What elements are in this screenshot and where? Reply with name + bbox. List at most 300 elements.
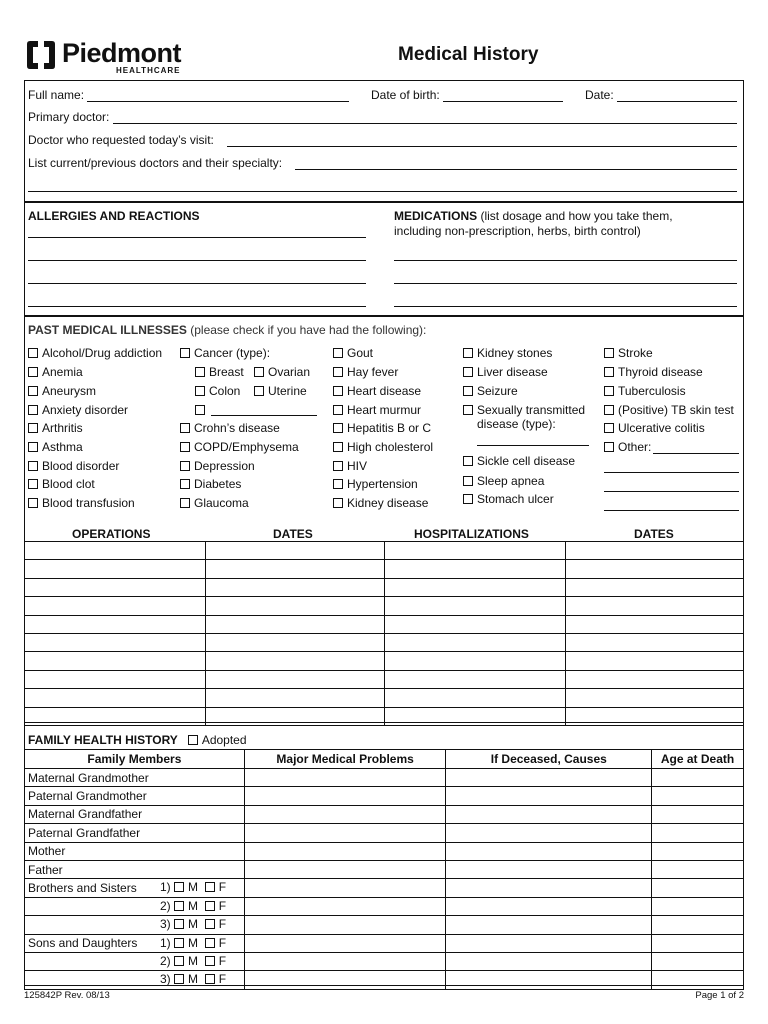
illness-label: High cholesterol bbox=[347, 440, 434, 454]
illness-item-std[interactable] bbox=[463, 403, 585, 417]
op-cell[interactable] bbox=[25, 542, 206, 560]
illness-item[interactable] bbox=[180, 477, 241, 491]
form-number: 125842P Rev. 08/13 bbox=[24, 990, 110, 1001]
piedmont-logo-mark-icon bbox=[24, 38, 58, 72]
doctor-requested-label: Doctor who requested today’s visit: bbox=[28, 133, 214, 147]
checkbox[interactable] bbox=[333, 386, 343, 396]
age-cell[interactable] bbox=[652, 879, 744, 897]
sex-options bbox=[160, 954, 226, 968]
checkbox[interactable] bbox=[604, 423, 614, 433]
illness-item[interactable] bbox=[463, 492, 554, 506]
illness-item[interactable] bbox=[180, 421, 280, 435]
causes-cell[interactable] bbox=[446, 897, 652, 915]
checkbox[interactable] bbox=[180, 461, 190, 471]
hospitalizations-header: HOSPITALIZATIONS bbox=[414, 527, 529, 541]
family-row-sibling bbox=[25, 916, 744, 934]
row-number: 3) bbox=[160, 917, 171, 932]
hosp-date-cell[interactable] bbox=[566, 615, 744, 633]
checkbox[interactable] bbox=[463, 494, 473, 504]
illness-label: Blood clot bbox=[42, 477, 95, 491]
row-number: 3) bbox=[160, 972, 171, 987]
illness-item[interactable] bbox=[463, 384, 518, 398]
illness-item-other[interactable] bbox=[604, 440, 651, 454]
checkbox[interactable] bbox=[28, 386, 38, 396]
age-cell[interactable] bbox=[652, 916, 744, 934]
illness-item[interactable] bbox=[28, 403, 128, 417]
illness-item[interactable] bbox=[333, 346, 373, 360]
checkbox[interactable] bbox=[28, 461, 38, 471]
section-divider bbox=[25, 201, 743, 203]
problems-cell[interactable] bbox=[244, 787, 446, 805]
problems-cell[interactable] bbox=[244, 769, 446, 787]
age-cell[interactable] bbox=[652, 934, 744, 952]
illness-label: Heart murmur bbox=[347, 403, 422, 417]
illness-label: Ulcerative colitis bbox=[618, 421, 705, 435]
causes-cell[interactable] bbox=[446, 934, 652, 952]
illness-label: Alcohol/Drug addiction bbox=[42, 346, 163, 360]
causes-cell[interactable] bbox=[446, 971, 652, 989]
checkbox[interactable] bbox=[28, 498, 38, 508]
causes-cell[interactable] bbox=[446, 805, 652, 823]
female-label: F bbox=[218, 917, 227, 932]
male-checkbox[interactable] bbox=[174, 956, 184, 966]
medication-line[interactable] bbox=[394, 306, 737, 307]
hosp-date-cell[interactable] bbox=[566, 652, 744, 670]
male-checkbox[interactable] bbox=[174, 919, 184, 929]
hosp-cell[interactable] bbox=[385, 670, 566, 688]
illness-item[interactable] bbox=[463, 454, 575, 468]
doctor-requested-field[interactable] bbox=[227, 146, 737, 147]
checkbox[interactable] bbox=[333, 348, 343, 358]
female-checkbox[interactable] bbox=[205, 882, 215, 892]
illness-item[interactable] bbox=[28, 384, 96, 398]
checkbox[interactable] bbox=[28, 423, 38, 433]
member-label: Maternal Grandfather bbox=[25, 805, 245, 823]
illness-item[interactable] bbox=[604, 346, 653, 360]
illness-item[interactable] bbox=[333, 421, 431, 435]
op-cell[interactable] bbox=[25, 578, 206, 596]
illness-label: Kidney stones bbox=[477, 346, 553, 360]
op-cell[interactable] bbox=[25, 670, 206, 688]
problems-cell[interactable] bbox=[244, 824, 446, 842]
family-row-child bbox=[25, 952, 744, 970]
hosp-cell[interactable] bbox=[385, 560, 566, 578]
checkbox[interactable] bbox=[604, 442, 614, 452]
medication-line[interactable] bbox=[394, 283, 737, 284]
problems-cell[interactable] bbox=[244, 879, 446, 897]
page-title: Medical History bbox=[398, 44, 539, 65]
illness-item[interactable] bbox=[463, 346, 552, 360]
problems-cell[interactable] bbox=[244, 916, 446, 934]
illness-label: Colon bbox=[209, 384, 241, 398]
family-row bbox=[25, 824, 744, 842]
problems-cell[interactable] bbox=[244, 934, 446, 952]
illness-label: Anxiety disorder bbox=[42, 403, 129, 417]
illness-label: Tuberculosis bbox=[618, 384, 686, 398]
illness-item[interactable] bbox=[604, 384, 686, 398]
problems-cell[interactable] bbox=[244, 805, 446, 823]
male-label: M bbox=[188, 917, 199, 932]
table-row bbox=[25, 560, 744, 578]
illness-item-ovarian[interactable] bbox=[254, 365, 310, 379]
illness-label: Seizure bbox=[477, 384, 518, 398]
op-date-cell[interactable] bbox=[205, 578, 385, 596]
checkbox[interactable] bbox=[604, 386, 614, 396]
female-label: F bbox=[218, 935, 227, 950]
children-label: Sons and Daughters bbox=[28, 936, 138, 951]
child-cell bbox=[25, 934, 245, 952]
checkbox[interactable] bbox=[463, 456, 473, 466]
op-cell[interactable] bbox=[25, 652, 206, 670]
illness-item[interactable] bbox=[180, 496, 249, 510]
illness-item[interactable] bbox=[333, 477, 418, 491]
op-cell[interactable] bbox=[25, 560, 206, 578]
list-doctors-field-2[interactable] bbox=[28, 191, 737, 192]
family-heading bbox=[28, 733, 247, 747]
family-members-header: Family Members bbox=[25, 750, 245, 769]
checkbox[interactable] bbox=[333, 461, 343, 471]
op-date-cell[interactable] bbox=[205, 597, 385, 615]
illness-item[interactable] bbox=[28, 346, 162, 360]
std-type-field[interactable] bbox=[477, 445, 589, 446]
checkbox[interactable] bbox=[463, 386, 473, 396]
other-field-4[interactable] bbox=[604, 510, 739, 511]
sex-options bbox=[160, 936, 226, 950]
list-doctors-field[interactable] bbox=[295, 169, 737, 170]
age-at-death-header: Age at Death bbox=[652, 750, 744, 769]
checkbox[interactable] bbox=[604, 405, 614, 415]
illness-item-colon[interactable] bbox=[195, 384, 240, 398]
sex-options bbox=[160, 899, 226, 913]
primary-doctor-field[interactable] bbox=[113, 123, 737, 124]
causes-cell[interactable] bbox=[446, 787, 652, 805]
female-checkbox[interactable] bbox=[205, 901, 215, 911]
row-number: 1) bbox=[160, 935, 171, 950]
age-cell[interactable] bbox=[652, 787, 744, 805]
table-row bbox=[25, 670, 744, 688]
illness-label: Hay fever bbox=[347, 365, 399, 379]
female-checkbox[interactable] bbox=[205, 956, 215, 966]
illness-label: Sexually transmitted bbox=[477, 403, 586, 417]
illness-item[interactable] bbox=[604, 403, 734, 417]
sibling-cell bbox=[25, 916, 245, 934]
checkbox[interactable] bbox=[463, 476, 473, 486]
female-checkbox[interactable] bbox=[205, 919, 215, 929]
table-row bbox=[25, 597, 744, 615]
hosp-date-cell[interactable] bbox=[566, 689, 744, 707]
illness-item-breast[interactable] bbox=[195, 365, 244, 379]
illness-item-cancer-other[interactable] bbox=[195, 403, 209, 417]
hosp-date-cell[interactable] bbox=[566, 670, 744, 688]
illness-label: Crohn’s disease bbox=[194, 421, 280, 435]
table-row bbox=[25, 652, 744, 670]
dob-label: Date of birth: bbox=[371, 88, 440, 102]
checkbox[interactable] bbox=[195, 367, 205, 377]
dob-field[interactable] bbox=[443, 101, 563, 102]
hosp-date-cell[interactable] bbox=[566, 578, 744, 596]
operations-header: OPERATIONS bbox=[72, 527, 151, 541]
list-doctors-label: List current/previous doctors and their specialty: bbox=[28, 156, 283, 170]
illness-item[interactable] bbox=[604, 365, 703, 379]
illness-item[interactable] bbox=[28, 459, 119, 473]
checkbox[interactable] bbox=[254, 386, 264, 396]
problems-cell[interactable] bbox=[244, 842, 446, 860]
logo-subtitle: HEALTHCARE bbox=[116, 66, 181, 75]
op-date-cell[interactable] bbox=[205, 560, 385, 578]
illness-item-uterine[interactable] bbox=[254, 384, 307, 398]
cancer-other-field[interactable] bbox=[211, 415, 317, 416]
illnesses-title: PAST MEDICAL ILLNESSES bbox=[28, 323, 187, 337]
causes-cell[interactable] bbox=[446, 879, 652, 897]
illness-label: Glaucoma bbox=[194, 496, 249, 510]
illness-label: Sickle cell disease bbox=[477, 454, 576, 468]
op-date-cell[interactable] bbox=[205, 615, 385, 633]
checkbox[interactable] bbox=[28, 442, 38, 452]
op-date-cell[interactable] bbox=[205, 689, 385, 707]
hosp-cell[interactable] bbox=[385, 615, 566, 633]
illness-label: Other: bbox=[618, 440, 652, 454]
adopted-label: Adopted bbox=[201, 733, 247, 747]
illness-item[interactable] bbox=[28, 440, 83, 454]
medications-note-1: (list dosage and how you take them, bbox=[477, 209, 673, 223]
checkbox[interactable] bbox=[28, 405, 38, 415]
illness-label: Blood disorder bbox=[42, 459, 120, 473]
illness-item[interactable] bbox=[333, 440, 433, 454]
problems-cell[interactable] bbox=[244, 952, 446, 970]
family-row-sibling bbox=[25, 879, 744, 897]
age-cell[interactable] bbox=[652, 971, 744, 989]
member-label: Paternal Grandmother bbox=[25, 787, 245, 805]
op-date-cell[interactable] bbox=[205, 542, 385, 560]
illness-item[interactable] bbox=[463, 474, 544, 488]
allergy-line[interactable] bbox=[28, 283, 366, 284]
checkbox[interactable] bbox=[180, 423, 190, 433]
other-field-3[interactable] bbox=[604, 491, 739, 492]
illnesses-note: (please check if you have had the following): bbox=[186, 323, 427, 337]
illness-label: Ovarian bbox=[268, 365, 311, 379]
female-label: F bbox=[218, 898, 227, 913]
male-checkbox[interactable] bbox=[174, 974, 184, 984]
illness-item[interactable] bbox=[28, 421, 83, 435]
checkbox[interactable] bbox=[463, 348, 473, 358]
sex-options bbox=[160, 917, 226, 931]
table-row bbox=[25, 689, 744, 707]
hosp-date-cell[interactable] bbox=[566, 560, 744, 578]
checkbox[interactable] bbox=[333, 423, 343, 433]
family-title: FAMILY HEALTH HISTORY bbox=[28, 733, 178, 747]
male-label: M bbox=[188, 953, 199, 968]
age-cell[interactable] bbox=[652, 769, 744, 787]
hosp-cell[interactable] bbox=[385, 578, 566, 596]
checkbox[interactable] bbox=[28, 348, 38, 358]
checkbox[interactable] bbox=[28, 479, 38, 489]
illness-item[interactable] bbox=[333, 496, 428, 510]
member-label: Mother bbox=[25, 842, 245, 860]
illness-label: Diabetes bbox=[194, 477, 242, 491]
illness-item[interactable] bbox=[333, 459, 367, 473]
female-checkbox[interactable] bbox=[205, 974, 215, 984]
age-cell[interactable] bbox=[652, 842, 744, 860]
illness-item[interactable] bbox=[333, 365, 398, 379]
sex-options bbox=[160, 972, 226, 986]
table-row bbox=[25, 633, 744, 651]
op-cell[interactable] bbox=[25, 615, 206, 633]
child-cell bbox=[25, 952, 245, 970]
op-dates-header: DATES bbox=[273, 527, 313, 541]
checkbox[interactable] bbox=[463, 405, 473, 415]
illness-item[interactable] bbox=[333, 403, 421, 417]
checkbox[interactable] bbox=[333, 405, 343, 415]
illness-label: Sleep apnea bbox=[477, 474, 545, 488]
date-label: Date: bbox=[585, 88, 614, 102]
female-label: F bbox=[218, 953, 227, 968]
illness-label: COPD/Emphysema bbox=[194, 440, 299, 454]
male-checkbox[interactable] bbox=[174, 938, 184, 948]
op-cell[interactable] bbox=[25, 597, 206, 615]
member-label: Father bbox=[25, 860, 245, 878]
hosp-cell[interactable] bbox=[385, 542, 566, 560]
other-field[interactable] bbox=[653, 453, 739, 454]
member-label: Maternal Grandmother bbox=[25, 769, 245, 787]
age-cell[interactable] bbox=[652, 952, 744, 970]
illness-label: Blood transfusion bbox=[42, 496, 135, 510]
age-cell[interactable] bbox=[652, 860, 744, 878]
std-label-2: disease (type): bbox=[477, 417, 556, 431]
member-label: Paternal Grandfather bbox=[25, 824, 245, 842]
hosp-cell[interactable] bbox=[385, 689, 566, 707]
allergies-title: ALLERGIES AND REACTIONS bbox=[28, 209, 200, 223]
illness-item[interactable] bbox=[28, 496, 135, 510]
checkbox[interactable] bbox=[463, 367, 473, 377]
problems-cell[interactable] bbox=[244, 971, 446, 989]
illness-item[interactable] bbox=[28, 477, 95, 491]
family-row bbox=[25, 860, 744, 878]
illness-label: Hepatitis B or C bbox=[347, 421, 432, 435]
causes-cell[interactable] bbox=[446, 842, 652, 860]
illness-item[interactable] bbox=[180, 440, 299, 454]
full-name-field[interactable] bbox=[87, 101, 349, 102]
medication-line[interactable] bbox=[394, 260, 737, 261]
hosp-date-cell[interactable] bbox=[566, 597, 744, 615]
siblings-label: Brothers and Sisters bbox=[28, 881, 137, 896]
hosp-date-cell[interactable] bbox=[566, 633, 744, 651]
adopted-checkbox[interactable] bbox=[188, 735, 198, 745]
date-field[interactable] bbox=[617, 101, 737, 102]
male-checkbox[interactable] bbox=[174, 901, 184, 911]
family-row bbox=[25, 842, 744, 860]
illness-label: Aneurysm bbox=[42, 384, 97, 398]
age-cell[interactable] bbox=[652, 897, 744, 915]
illness-item[interactable] bbox=[604, 421, 705, 435]
checkbox[interactable] bbox=[195, 386, 205, 396]
illness-label: (Positive) TB skin test bbox=[618, 403, 734, 417]
allergy-line[interactable] bbox=[28, 260, 366, 261]
checkbox[interactable] bbox=[604, 367, 614, 377]
allergy-line[interactable] bbox=[28, 237, 366, 238]
illness-label: Liver disease bbox=[477, 365, 548, 379]
male-checkbox[interactable] bbox=[174, 882, 184, 892]
checkbox[interactable] bbox=[333, 367, 343, 377]
illness-label: Asthma bbox=[42, 440, 83, 454]
piedmont-logo bbox=[24, 36, 184, 78]
illness-item[interactable] bbox=[28, 365, 83, 379]
op-date-cell[interactable] bbox=[205, 652, 385, 670]
illness-item[interactable] bbox=[463, 365, 548, 379]
allergy-line[interactable] bbox=[28, 306, 366, 307]
causes-cell[interactable] bbox=[446, 769, 652, 787]
illness-label: Gout bbox=[347, 346, 374, 360]
causes-cell[interactable] bbox=[446, 952, 652, 970]
illness-label: Uterine bbox=[268, 384, 307, 398]
checkbox[interactable] bbox=[604, 348, 614, 358]
male-label: M bbox=[188, 972, 199, 987]
table-row bbox=[25, 542, 744, 560]
illness-label: Kidney disease bbox=[347, 496, 429, 510]
age-cell[interactable] bbox=[652, 824, 744, 842]
logo-name: Piedmont bbox=[62, 38, 182, 68]
illness-label: Heart disease bbox=[347, 384, 422, 398]
row-number: 2) bbox=[160, 953, 171, 968]
age-cell[interactable] bbox=[652, 805, 744, 823]
hosp-cell[interactable] bbox=[385, 652, 566, 670]
op-date-cell[interactable] bbox=[205, 633, 385, 651]
illness-label: HIV bbox=[347, 459, 368, 473]
checkbox[interactable] bbox=[180, 442, 190, 452]
checkbox[interactable] bbox=[195, 405, 205, 415]
problems-cell[interactable] bbox=[244, 897, 446, 915]
hosp-cell[interactable] bbox=[385, 597, 566, 615]
operations-table bbox=[24, 541, 744, 726]
hosp-cell[interactable] bbox=[385, 633, 566, 651]
checkbox[interactable] bbox=[28, 367, 38, 377]
female-label: F bbox=[218, 880, 227, 895]
checkbox[interactable] bbox=[180, 498, 190, 508]
illness-item[interactable] bbox=[333, 384, 421, 398]
hosp-date-cell[interactable] bbox=[566, 542, 744, 560]
causes-cell[interactable] bbox=[446, 824, 652, 842]
table-row bbox=[25, 578, 744, 596]
female-label: F bbox=[218, 972, 227, 987]
causes-cell[interactable] bbox=[446, 860, 652, 878]
family-row bbox=[25, 787, 744, 805]
checkbox[interactable] bbox=[254, 367, 264, 377]
medications-title: MEDICATIONS bbox=[394, 209, 478, 223]
causes-cell[interactable] bbox=[446, 916, 652, 934]
deceased-causes-header: If Deceased, Causes bbox=[446, 750, 652, 769]
female-checkbox[interactable] bbox=[205, 938, 215, 948]
illness-item-cancer[interactable] bbox=[180, 346, 270, 360]
table-row bbox=[25, 615, 744, 633]
child-cell bbox=[25, 971, 245, 989]
illness-label: Cancer (type): bbox=[194, 346, 271, 360]
section-divider bbox=[25, 315, 743, 317]
illness-label: Depression bbox=[194, 459, 255, 473]
primary-doctor-label: Primary doctor: bbox=[28, 110, 110, 124]
other-field-2[interactable] bbox=[604, 472, 739, 473]
op-date-cell[interactable] bbox=[205, 670, 385, 688]
checkbox[interactable] bbox=[333, 442, 343, 452]
medications-note-2: including non-prescription, herbs, birth control) bbox=[394, 224, 641, 238]
checkbox[interactable] bbox=[333, 479, 343, 489]
checkbox[interactable] bbox=[180, 348, 190, 358]
checkbox[interactable] bbox=[180, 479, 190, 489]
male-label: M bbox=[188, 935, 199, 950]
op-cell[interactable] bbox=[25, 689, 206, 707]
illness-item[interactable] bbox=[180, 459, 255, 473]
problems-cell[interactable] bbox=[244, 860, 446, 878]
checkbox[interactable] bbox=[333, 498, 343, 508]
op-cell[interactable] bbox=[25, 633, 206, 651]
